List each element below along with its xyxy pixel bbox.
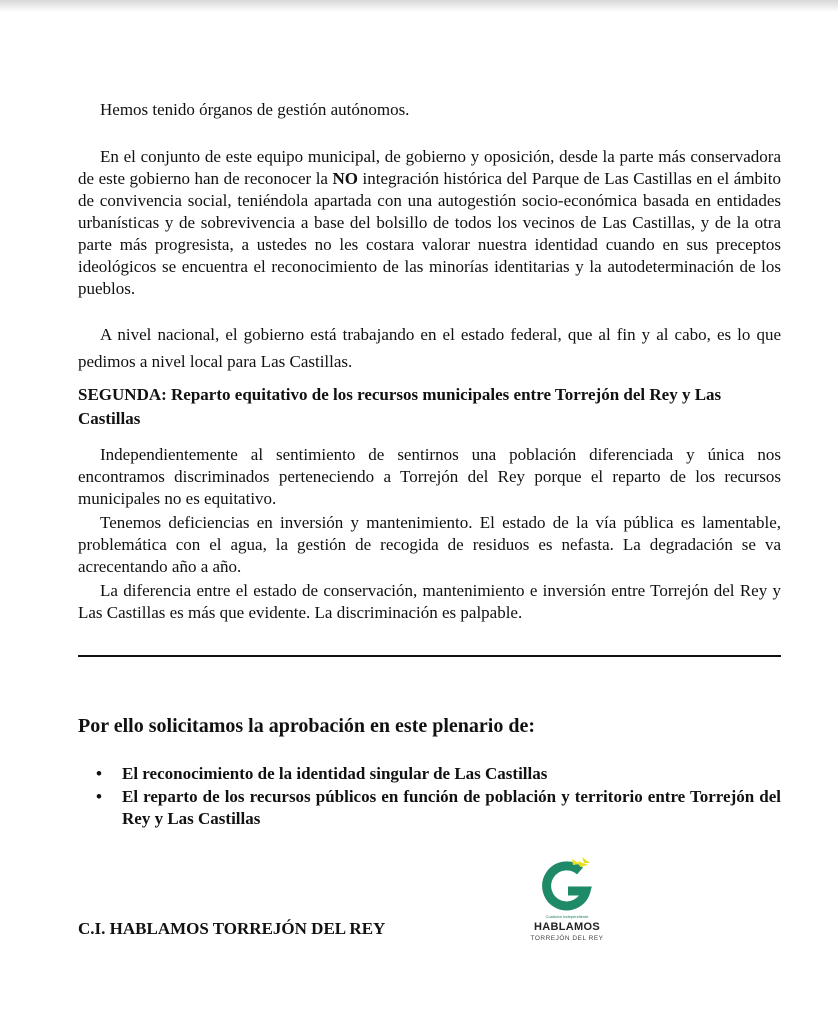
signature: C.I. HABLAMOS TORREJÓN DEL REY bbox=[78, 919, 386, 938]
list-item-text: El reconocimiento de la identidad singular de Las Castillas bbox=[122, 764, 548, 783]
paragraph-nivel-nacional: A nivel nacional, el gobierno está trabajando en el estado federal, que al fin y al cabo, es lo que pedimos a nivel local para Las Castillas. bbox=[78, 325, 781, 371]
list-item-text: El reparto de los recursos públicos en función de población y territorio entre Torrejón del Rey y Las Castillas bbox=[122, 787, 781, 828]
logo-sub-text: TORREJÓN DEL REY bbox=[530, 935, 604, 942]
request-heading: Por ello solicitamos la aprobación en este plenario de: bbox=[78, 715, 536, 737]
bullet-icon: • bbox=[96, 787, 102, 806]
paragraph-conjunto-end: integración histórica del Parque de Las Castillas en el ámbito de convivencia social, teniéndola apartada con una autogestión socio-económica basada en entidades urbanísticas y de sobrevivencia a base del bolsillo de todos los vecinos de Las Castillas, y de la otra parte más progresista, a ustedes no les costara valorar nuestra identidad cuando en sus preceptos ideológicos se encuentra el reconocimiento de las minorías identitarias y la autodeterminación de los pueblos. bbox=[78, 169, 781, 298]
emphasis-no: NO bbox=[332, 169, 358, 188]
hablamos-logo bbox=[528, 855, 606, 947]
paragraph-deficiencias: Tenemos deficiencias en inversión y mantenimiento. El estado de la vía pública es lamentable, problemática con el agua, la gestión de recogida de residuos es nefasta. La degradación se va acrecentando año a año. bbox=[78, 513, 781, 576]
paragraph-conjunto bbox=[78, 146, 781, 300]
top-shadow bbox=[0, 0, 838, 12]
g-logo-icon bbox=[528, 855, 606, 915]
request-list bbox=[78, 763, 781, 831]
paragraph-conjunto-start: En el conjunto de este equipo municipal, de gobierno y oposición, desde la parte más conservadora de este gobierno han de reconocer la bbox=[78, 147, 781, 188]
logo-main-text: HABLAMOS bbox=[534, 921, 600, 933]
horizontal-divider bbox=[78, 655, 781, 657]
paragraph-organos: Hemos tenido órganos de gestión autónomos. bbox=[100, 100, 410, 119]
paragraph-independientemente: Independientemente al sentimiento de sentirnos una población diferenciada y única nos encontramos discriminados perteneciendo a Torrejón del Rey porque el reparto de los recursos municipales no es equitativo. bbox=[78, 445, 781, 508]
bullet-icon: • bbox=[96, 764, 102, 783]
logo-small-text: Coalición Independiente bbox=[545, 914, 589, 919]
list-item bbox=[78, 786, 781, 830]
paragraph-diferencia: La diferencia entre el estado de conservación, mantenimiento e inversión entre Torrejón del Rey y Las Castillas es más que evidente. La discriminación es palpable. bbox=[78, 581, 781, 622]
list-item bbox=[78, 763, 781, 785]
section-heading-segunda: SEGUNDA: Reparto equitativo de los recursos municipales entre Torrejón del Rey y Las Castillas bbox=[78, 385, 722, 428]
